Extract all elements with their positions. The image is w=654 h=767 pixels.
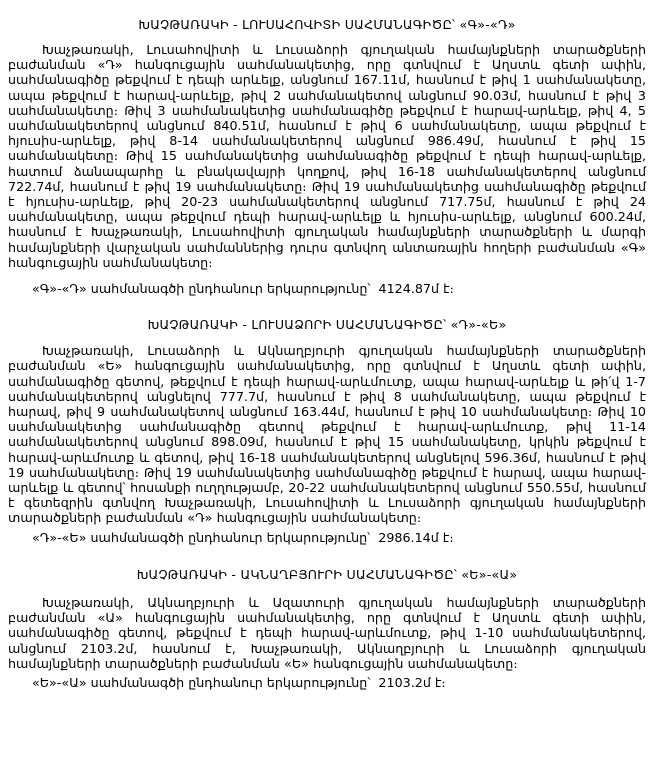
section-total-label-1: «Գ»-«Դ» սահմանագծի ընդհանուր երկարությունը՝ [32,281,371,297]
section-total-2 [8,530,646,545]
section-total-label-2: «Դ»-«Ե» սահմանագծի ընդհանուր երկարությունը՝ [32,529,371,545]
total-spacer-1 [370,281,378,296]
section-heading-3: ԽԱՉԹԱՌԱԿԻ - ԱԿՆԱՂԲՅՈՒՐԻ ՍԱՀՄԱՆԱԳԻԾԸ՝ «Ե»-«Ա» [136,566,518,582]
section-total-value-1: 4124.87մ է։ [378,281,454,297]
section-total-value-2: 2986.14մ է։ [378,529,454,545]
section-total-label-3: «Ե»-«Ա» սահմանագծի ընդհանուր երկարությունը՝ [32,674,371,690]
section-total-3 [8,675,646,690]
section-body-1: Խաչթառակի, Լուսահովիտի և Լուսաձորի գյուղական համայնքների տարածքների բաժանման «Դ» հանգուցային սահմանակետից, որը գտնվում է Աղստև գետի ափին, սահմանագիծը թեքվում է դեպի արևելք, անցնում 167.11մ, հասնում է թիվ 1 սահմանակետը, ապա թեքվում է հարավ-արևելք, թիվ 2 սահմանակետով անցնում 90.03մ, հասնում է թիվ 3 սահմանակետը։ Թիվ 3 սահմանակետից սահմանագիծը թեքվում է հարավ-արևելք, թիվ 4, 5 սահմանակետերով անցնում 840.51մ, հասնում է թիվ 6 սահմանակետը, ապա թեքվում է հյուսիս-արևելք, թիվ 8-14 սահմանակետերով անցնում 986.49մ, հասնում է թիվ 15 սահմանակետը։ Թիվ 15 սահմանակետից սահմանագիծը թեքվում է դեպի հարավ-արևելք, հատում ձանապարհը և բնակավայրի կողքով, թիվ 16-18 սահմանակետերով անցնում 722.74մ, հասնում է թիվ 19 սահմանակետը։ Թիվ 19 սահմանակետից սահմանագիծը թեքվում է հյուսիս-արևելք, թիվ 20-23 սահմանակետերով անցնում 717.75մ, հասնում է թիվ 24 սահմանակետը, ապա թեքվում դեպի հարավ-արևելք և հյուսիս-արևելք, անցնում 600.24մ, հասնում է Խաչթառակի, Լուսահովիտի գյուղական համայնքների տարածքների և մարգի համայնքների վարչական սահմաններից դուրս գտնվող անտառային հողերի բաժանման «Գ» հանգուցային սահմանակետը։ [8,42,646,270]
section-body-3: Խաչթառակի, Ակնաղբյուրի և Ազատուրի գյուղական համայնքների տարածքների բաժանման «Ա» հանգուցային սահմանակետից, որը գտնվում է Աղստև գետի ափին, սահմանագիծը գետով, թեքվում է դեպի հարավ-արևմուտք, թիվ 1-10 սահմանակետերով, անցնում 2103.2մ, հասնում է, Խաչթառակի, Ակնաղբյուրի և Լուսաձորի գյուղական համայնքների տարածքների բաժանման «Ե» հանգուցային սահմանակետը։ [8,594,646,671]
section-heading-1: ԽԱՉԹԱՌԱԿԻ - ԼՈՒՍԱՀՈՎԻՏԻ ՍԱՀՄԱՆԱԳԻԾԸ՝ «Գ»-«Դ» [138,17,516,32]
section-body-2: Խաչթառակի, Լուսաձորի և Ակնաղբյուրի գյուղական համայնքների տարածքների բաժանման «Ե» հանգուցային սահմանակետից, որը գտնվում է Աղստև գետի ափին, սահմանագիծը գետով, թեքվում է դեպի հարավ-արևմուտք, ապա հարավ-արևելք և թի՛վ 1-7 սահմանակետերով անցնելով 777.7մ, հասնում է թիվ 8 սահմանակետը, ապա թեքվում է հարավ, թիվ 9 սահմանակետով անցնում 163.44մ, հասնում է թիվ 10 սահմանակետը։ Թիվ 10 սահմանակետից սահմանագիծը գետով թեքվում է հարավ-արևմուտք, թիվ 11-14 սահմանակետերով անցնում 898.09մ, հասնում է թիվ 15 սահմանակետը, կրկին թեքվում է հարավ-արևմուտք և գետով, թիվ 16-18 սահմանակետերով անցնելով 596.36մ, հասնում է թիվ 19 սահմանակետը։ Թիվ 19 սահմանակետից սահմանագիծը թեքվում է հարավ, ապա հարավ-արևելք և գետով՝ հոսանքի ուղղությամբ, 20-22 սահմանակետերով անցնում 550.55մ, հասնում է գետեզրին գտնվող Խաչթառակի, Լուսահովիտի և Լուսաձորի գյուղական համայնքների տարածքների բաժանման «Դ» հանգուցային սահմանակետը։ [8,343,646,526]
section-total-1 [8,281,646,296]
section-heading-2: ԽԱՉԹԱՌԱԿԻ - ԼՈՒՍԱՁՈՐԻ ՍԱՀՄԱՆԱԳԻԾԸ՝ «Դ»-«Ե» [147,317,507,333]
section-total-value-3: 2103.2մ է։ [378,674,446,690]
